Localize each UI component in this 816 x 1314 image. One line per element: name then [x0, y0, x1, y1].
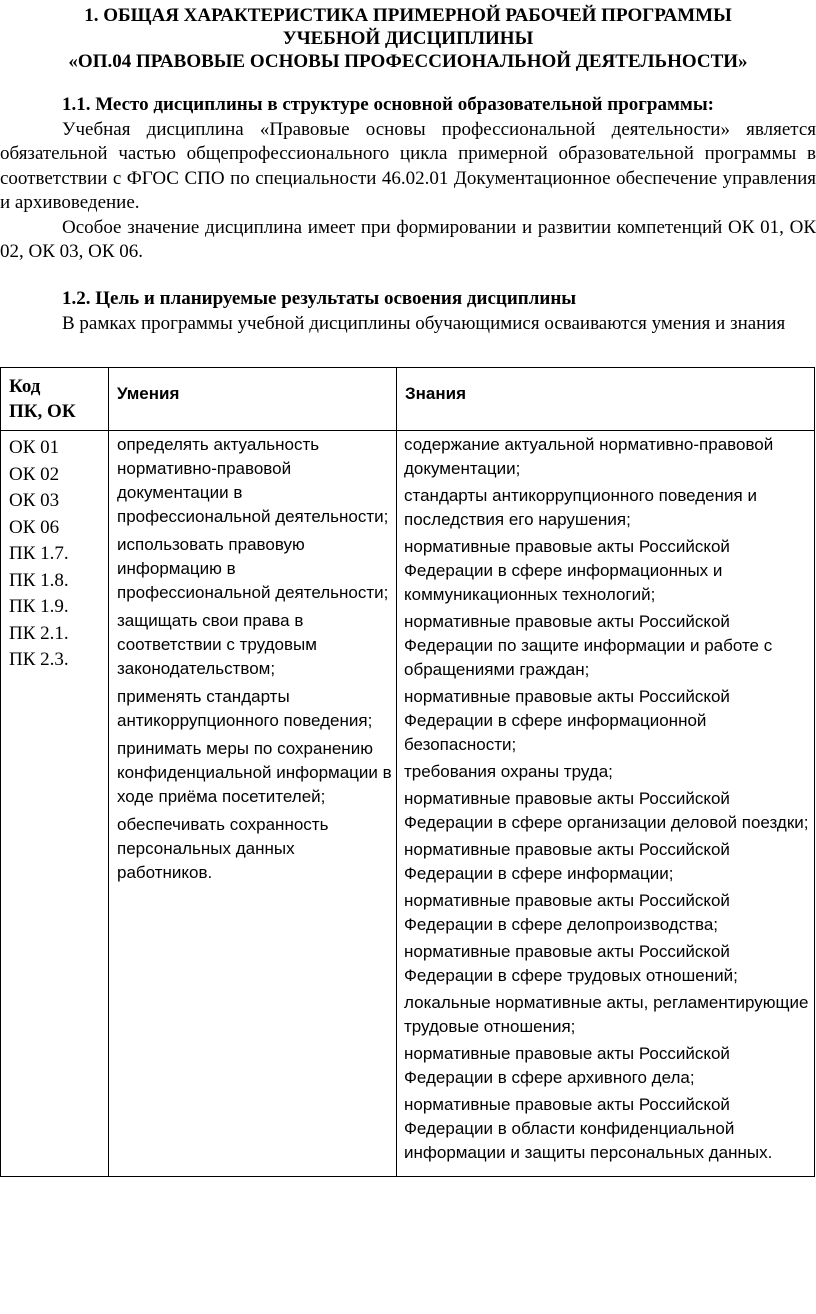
skill-item: обеспечивать сохранность персональных данных работников. [117, 815, 329, 882]
code-item: ПК 2.3. [9, 649, 69, 670]
knowledge-item: нормативные правовые акты Российской Федерации по защите информации и работе с обращениями граждан; [404, 612, 773, 679]
knowledge-item: требования охраны труда; [404, 762, 613, 781]
code-item: ОК 06 [9, 516, 60, 538]
title-line-1: 1. ОБЩАЯ ХАРАКТЕРИСТИКА ПРИМЕРНОЙ РАБОЧЕЙ ПРОГРАММЫ [84, 5, 732, 26]
knowledge-item: локальные нормативные акты, регламентирующие трудовые отношения; [404, 993, 809, 1036]
skill-item: защищать свои права в соответствии с трудовым законодательством; [117, 611, 317, 678]
section-1-1 [0, 93, 816, 265]
document-title [0, 4, 816, 73]
section-1-1-paragraph-2: Особое значение дисциплина имеет при формировании и развитии компетенций ОК 01, ОК 02, ОК 03, ОК 06. [0, 216, 816, 262]
skill-item: применять стандарты антикоррупционного поведения; [117, 687, 373, 730]
skills-cell [109, 431, 397, 1177]
table-row [1, 431, 815, 1177]
code-item: ПК 1.8. [9, 569, 69, 591]
section-1-1-paragraph-1: Учебная дисциплина «Правовые основы профессиональной деятельности» является обязательной частью общепрофессионального цикла примерной образовательной программы в соответствии с ФГОС СПО по специальности 46.02.01 Документационное обеспечение управления и архивоведение. [0, 118, 816, 213]
knowledge-item: нормативные правовые акты Российской Федерации в сфере делопроизводства; [404, 891, 730, 934]
competencies-table [0, 367, 815, 1177]
knowledge-item: стандарты антикоррупционного поведения и последствия его нарушения; [404, 486, 757, 529]
knowledge-item: содержание актуальной нормативно-правовой документации; [404, 435, 774, 478]
header-knowledge: Знания [397, 368, 815, 431]
knowledge-item: нормативные правовые акты Российской Федерации в сфере архивного дела; [404, 1044, 730, 1087]
code-item: ОК 01 [9, 437, 60, 458]
title-line-2: УЧЕБНОЙ ДИСЦИПЛИНЫ [282, 28, 534, 49]
knowledge-item: нормативные правовые акты Российской Федерации в сфере информационных и коммуникационных технологий; [404, 537, 730, 604]
codes-cell [1, 431, 109, 1177]
skill-item: принимать меры по сохранению конфиденциальной информации в ходе приёма посетителей; [117, 739, 392, 806]
skill-item: использовать правовую информацию в профессиональной деятельности; [117, 535, 389, 602]
knowledge-item: нормативные правовые акты Российской Федерации в сфере трудовых отношений; [404, 942, 738, 985]
section-1-2 [0, 287, 816, 336]
knowledge-item: нормативные правовые акты Российской Федерации в сфере организации деловой поездки; [404, 789, 809, 832]
header-skills: Умения [109, 368, 397, 431]
knowledge-cell [397, 431, 815, 1177]
header-code-line-2: ПК, ОК [9, 401, 76, 422]
code-item: ПК 1.7. [9, 543, 69, 564]
knowledge-item: нормативные правовые акты Российской Федерации в области конфиденциальной информации и защиты персональных данных. [404, 1095, 773, 1162]
section-1-2-paragraph-1: В рамках программы учебной дисциплины обучающимися осваиваются умения и знания [62, 312, 786, 334]
header-code [1, 368, 109, 431]
header-code-line-1: Код [9, 376, 41, 397]
table-header-row [1, 368, 815, 431]
section-1-1-heading: 1.1. Место дисциплины в структуре основной образовательной программы: [62, 94, 715, 115]
knowledge-item: нормативные правовые акты Российской Федерации в сфере информации; [404, 840, 730, 883]
skill-item: определять актуальность нормативно-правовой документации в профессиональной деятельности; [117, 435, 389, 526]
title-line-3: «ОП.04 ПРАВОВЫЕ ОСНОВЫ ПРОФЕССИОНАЛЬНОЙ ДЕЯТЕЛЬНОСТИ» [68, 51, 748, 72]
knowledge-item: нормативные правовые акты Российской Федерации в сфере информационной безопасности; [404, 687, 730, 754]
section-1-2-heading: 1.2. Цель и планируемые результаты освоения дисциплины [62, 288, 577, 309]
code-item: ПК 2.1. [9, 622, 69, 644]
code-item: ОК 03 [9, 490, 60, 511]
code-item: ОК 02 [9, 463, 60, 485]
code-item: ПК 1.9. [9, 596, 69, 617]
